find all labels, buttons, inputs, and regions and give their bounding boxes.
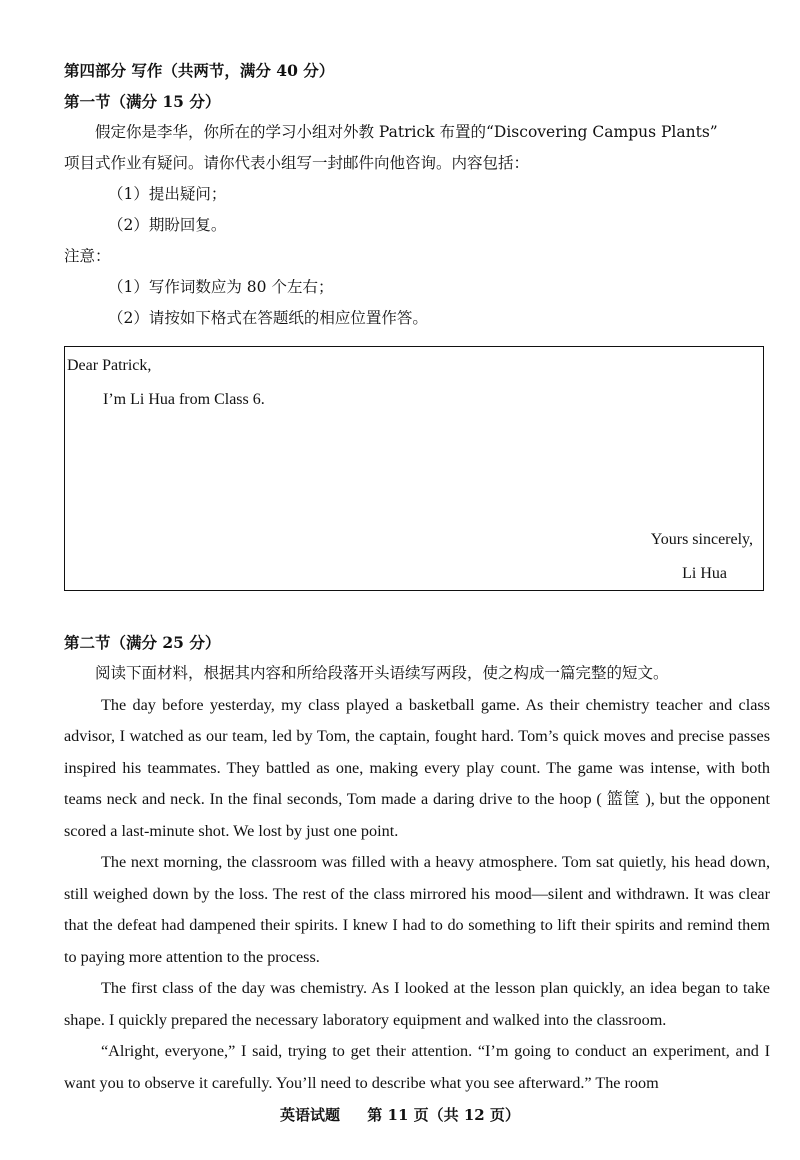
section1-block	[64, 55, 770, 334]
prompt-line-1: 假定你是李华，你所在的学习小组对外教 Patrick 布置的“Discovering Campus Plants”	[95, 123, 718, 141]
section1-heading: 第一节（满分 15 分）	[64, 92, 221, 111]
letter-intro: I’m Li Hua from Class 6.	[103, 391, 265, 408]
story-paragraph-4: “Alright, everyone,” I said, trying to get their attention. “I’m going to conduct an experiment, and I want you to observe it carefully. You’ll need to describe what you see afterward.” The room	[64, 1042, 770, 1092]
letter-greeting: Dear Patrick,	[67, 357, 152, 374]
letter-closing: Yours sincerely,	[650, 531, 753, 548]
letter-answer-box	[64, 346, 764, 591]
section2-heading: 第二节（满分 25 分）	[64, 633, 221, 652]
section2-instruction: 阅读下面材料，根据其内容和所给段落开头语续写两段，使之构成一篇完整的短文。	[95, 664, 669, 682]
story-paragraph-2: The next morning, the classroom was filled with a heavy atmosphere. Tom sat quietly, his head down, still weighed down by the loss. The rest of the class mirrored his mood—silent and withdrawn. It was clear that the defeat had dampened their spirits. I knew I had to do something to lift their spirits and remind them to paying more attention to the process.	[64, 853, 770, 966]
point-item-1: （1）提出疑问；	[108, 185, 227, 203]
note-item-1: （1）写作词数应为 80 个左右；	[108, 278, 334, 296]
notes-label: 注意：	[64, 247, 111, 265]
note-item-2: （2）请按如下格式在答题纸的相应位置作答。	[108, 309, 428, 327]
story-paragraph-3: The first class of the day was chemistry. As I looked at the lesson plan quickly, an idea began to take shape. I quickly prepared the necessary laboratory equipment and walked into the classroom.	[64, 979, 770, 1029]
footer-subject: 英语试题	[280, 1106, 341, 1124]
section2-block	[64, 627, 770, 1099]
part4-heading: 第四部分 写作（共两节，满分 40 分）	[64, 61, 335, 80]
footer-page-number: 第 11 页（共 12 页）	[367, 1106, 520, 1124]
page-footer	[0, 1104, 800, 1125]
point-item-2: （2）期盼回复。	[108, 216, 227, 234]
letter-signature: Li Hua	[682, 565, 727, 582]
prompt-line-2: 项目式作业有疑问。请你代表小组写一封邮件向他咨询。内容包括：	[64, 154, 530, 172]
story-paragraph-1: The day before yesterday, my class played a basketball game. As their chemistry teacher and class advisor, I watched as our team, led by Tom, the captain, fought hard. Tom’s quick moves and precise passes inspired his teammates. They battled as one, making every play count. The game was intense, with both teams neck and neck. In the final seconds, Tom made a daring drive to the hoop ( 篮筐 ), but the opponent scored a last-minute shot. We lost by just one point.	[64, 695, 770, 840]
